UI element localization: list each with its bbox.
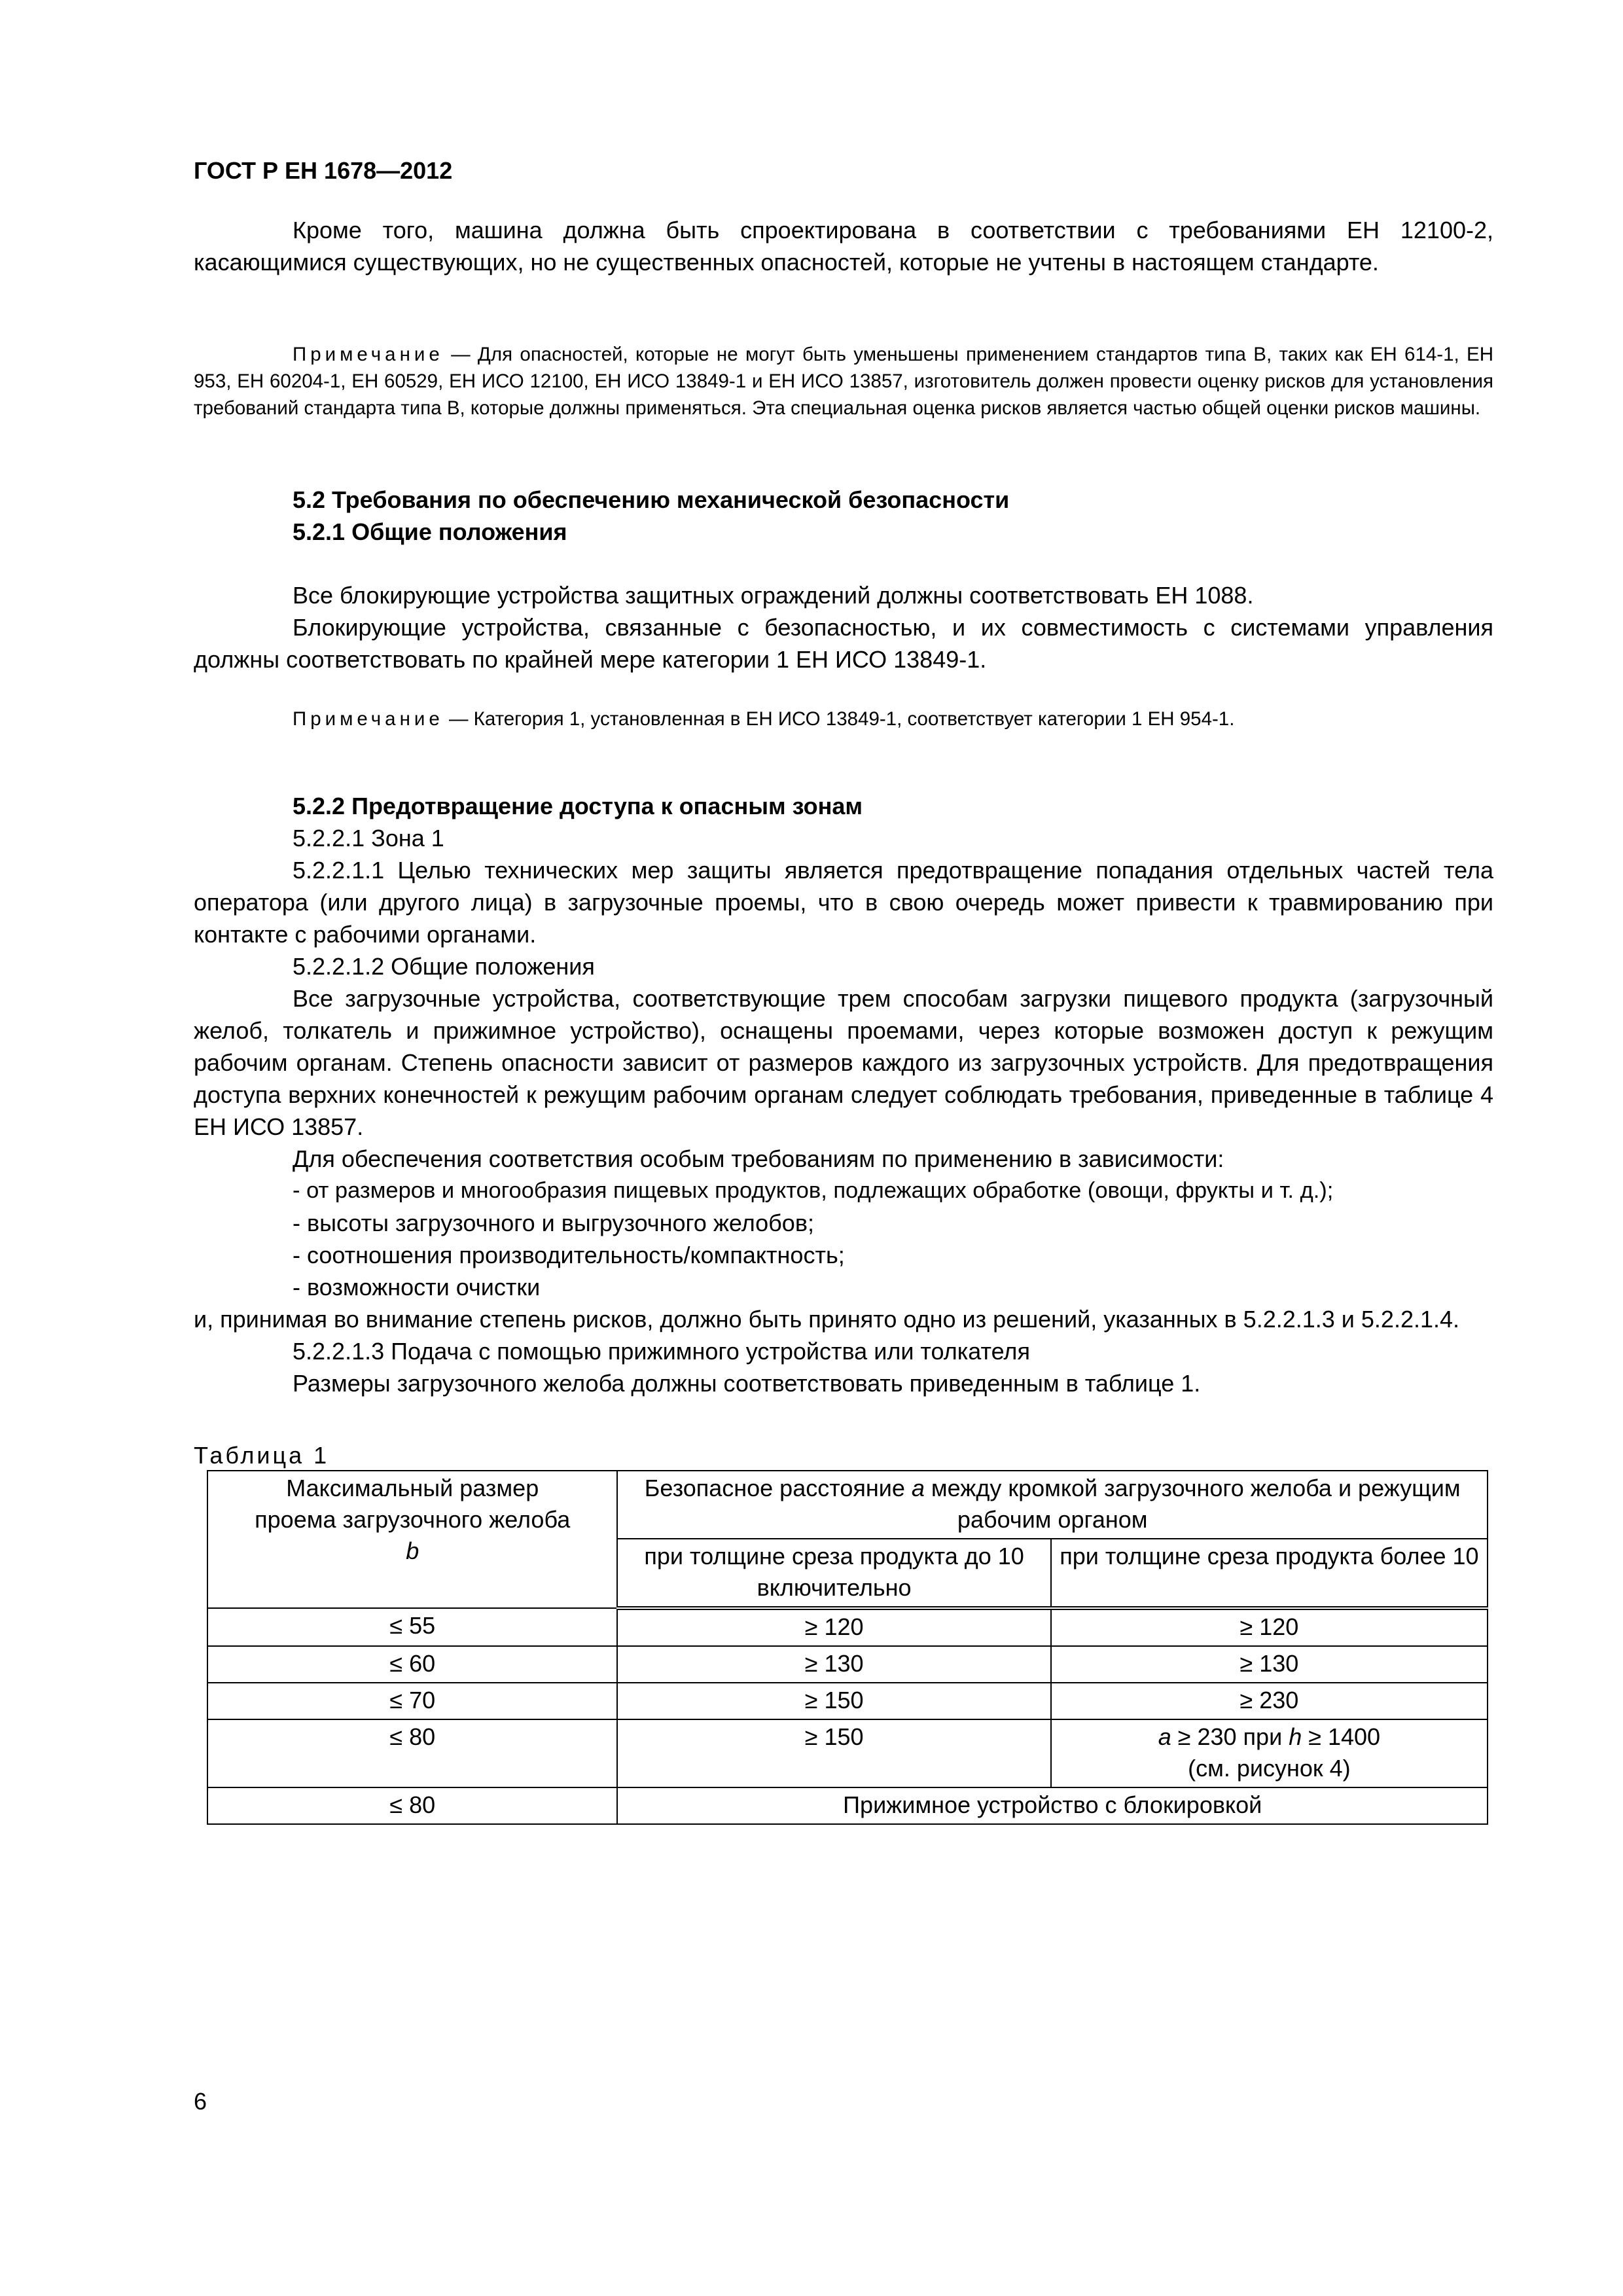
intro-paragraph: Кроме того, машина должна быть спроектирована в соответствии с требованиями ЕН 12100-2, касающимися существующих, но не существенных опасностей, которые не учтены в настоящем стандарте.	[194, 217, 1493, 276]
paragraph-loading-devices: Все загрузочные устройства, соответствующие трем способам загрузки пищевого продукта (загрузочный желоб, толкатель и прижимное устройство), оснащены проемами, через которые возможен доступ к режущим рабочим органам. Степень опасности зависит от размеров каждого из загрузочных устройств. Для предотвращения доступа верхних конечностей к режущим рабочим органам следует соблюдать требования, приведенные в таблице 4 ЕН ИСО 13857.	[194, 985, 1493, 1140]
page-number: 6	[194, 2088, 207, 2115]
table-row: ≤ 60 ≥ 130 ≥ 130	[207, 1646, 1488, 1683]
document-header: ГОСТ Р ЕН 1678—2012	[194, 157, 453, 184]
paragraph-conclusion: и, принимая во внимание степень рисков, должно быть принято одно из решений, указанных в 5.2.2.1.3 и 5.2.2.1.4.	[194, 1306, 1460, 1333]
paragraph-5-2-2-1-1: 5.2.2.1.1 Целью технических мер защиты является предотвращение попадания отдельных частей тела оператора (или другого лица) в загрузочные проемы, что в свою очередь может привести к травмированию при контакте с рабочими органами.	[194, 857, 1493, 948]
table-row: ≤ 80 ≥ 150 a ≥ 230 при h ≥ 1400 (см. рисунок 4)	[207, 1719, 1488, 1787]
section-5-2-1-body	[194, 579, 1493, 675]
heading-5-2: 5.2 Требования по обеспечению механической безопасности	[293, 486, 1010, 513]
table-row: ≤ 80 Прижимное устройство с блокировкой	[207, 1787, 1488, 1824]
table-header-thickness-over-10: при толщине среза продукта более 10	[1051, 1539, 1488, 1608]
paragraph-interlock-category: Блокирующие устройства, связанные с безопасностью, и их совместимость с системами управления должны соответствовать по крайней мере категории 1 ЕН ИСО 13849-1.	[194, 614, 1493, 673]
list-item: - возможности очистки	[293, 1274, 541, 1300]
table-header-max-size: Максимальный размер проема загрузочного желоба b	[207, 1471, 617, 1608]
heading-5-2-1: 5.2.1 Общие положения	[293, 518, 567, 545]
note-2-text: — Категория 1, установленная в ЕН ИСО 13849-1, соответствует категории 1 ЕН 954-1.	[443, 708, 1235, 730]
table-header-safe-distance: Безопасное расстояние a между кромкой загрузочного желоба и режущим рабочим органом	[617, 1471, 1488, 1539]
table-row: ≤ 55 ≥ 120 ≥ 120	[207, 1608, 1488, 1646]
note-2-label: Примечание	[293, 708, 444, 730]
heading-5-2-2-1: 5.2.2.1 Зона 1	[293, 825, 444, 852]
heading-5-2-2-1-2: 5.2.2.1.2 Общие положения	[293, 953, 595, 980]
section-5-2-block	[194, 484, 1493, 548]
paragraph-interlocks: Все блокирующие устройства защитных ограждений должны соответствовать ЕН 1088.	[293, 582, 1254, 609]
note-1-text: — Для опасностей, которые не могут быть уменьшены применением стандартов типа В, таких как ЕН 614-1, ЕН 953, ЕН 60204-1, ЕН 60529, ЕН ИСО 12100, ЕН ИСО 13849-1 и ЕН ИСО 13857, изготовитель должен провести оценку рисков для установления требований стандарта типа В, которые должны применяться. Эта специальная оценка рисков является частью общей оценки рисков машины.	[194, 344, 1493, 419]
table-row: ≤ 70 ≥ 150 ≥ 230	[207, 1683, 1488, 1719]
list-item: - соотношения производительность/компактность;	[293, 1242, 845, 1268]
table-1	[207, 1470, 1488, 1825]
table-caption: Таблица 1	[194, 1442, 330, 1469]
note-2	[194, 706, 1493, 732]
heading-5-2-2-1-3: 5.2.2.1.3 Подача с помощью прижимного устройства или толкателя	[293, 1338, 1030, 1365]
paragraph-special-requirements: Для обеспечения соответствия особым требованиям по применению в зависимости:	[293, 1145, 1224, 1172]
section-5-2-2-block	[194, 790, 1493, 1399]
paragraph-table-reference: Размеры загрузочного желоба должны соответствовать приведенным в таблице 1.	[293, 1370, 1201, 1397]
heading-5-2-2: 5.2.2 Предотвращение доступа к опасным зонам	[293, 793, 863, 819]
table-header-thickness-up-to-10: при толщине среза продукта до 10 включительно	[617, 1539, 1050, 1608]
note-1-label: Примечание	[293, 344, 444, 365]
list-item: - от размеров и многообразия пищевых продуктов, подлежащих обработке (овощи, фрукты и т. д.);	[293, 1178, 1334, 1203]
note-1	[194, 341, 1493, 422]
intro-paragraph-block	[194, 214, 1493, 278]
list-item: - высоты загрузочного и выгрузочного желобов;	[293, 1210, 814, 1236]
